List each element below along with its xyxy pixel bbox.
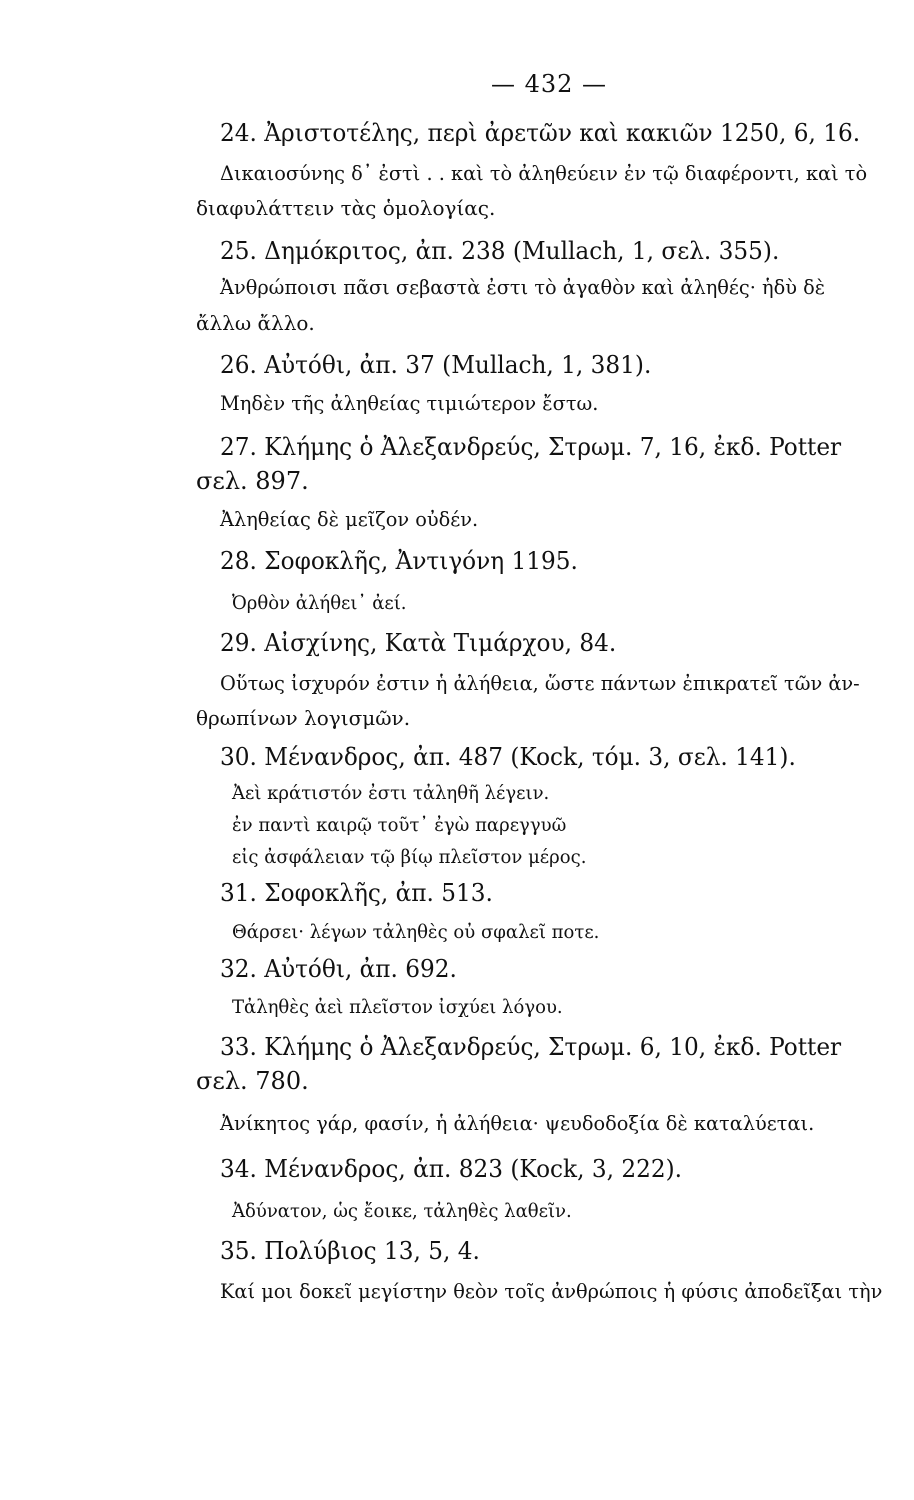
entry-33-heading-cont: σελ. 780.	[196, 1067, 309, 1095]
entry-30-verse-3: εἰς ἀσφάλειαν τῷ βίῳ πλεῖστον μέρος.	[232, 846, 587, 868]
entry-34-quote: Ἀδύνατον, ὡς ἔοικε, τἀληθὲς λαθεῖν.	[232, 1200, 572, 1222]
entry-26-quote: Μηδὲν τῆς ἀληθείας τιμιώτερον ἔστω.	[220, 391, 599, 415]
entry-28-heading: 28. Σοφοκλῆς, Ἀντιγόνη 1195.	[220, 547, 578, 575]
entry-35-quote: Καί μοι δοκεῖ μεγίστην θεὸν τοῖς ἀνθρώποις ἡ φύσις ἀποδεῖξαι τὴν	[220, 1279, 883, 1303]
entry-29-quote-line-2: θρωπίνων λογισμῶν.	[196, 706, 411, 730]
entry-30-verse-1: Ἀεὶ κράτιστόν ἐστι τἀληθῆ λέγειν.	[232, 782, 550, 804]
entry-27-quote: Ἀληθείας δὲ μεῖζον οὐδέν.	[220, 507, 479, 531]
entry-24-heading: 24. Ἀριστοτέλης, περὶ ἀρετῶν καὶ κακιῶν 1250, 6, 16.	[220, 119, 861, 147]
entry-25-heading: 25. Δημόκριτος, ἀπ. 238 (Mullach, 1, σελ. 355).	[220, 237, 780, 265]
page-number: — 432 —	[490, 70, 608, 98]
entry-33-heading: 33. Κλήμης ὁ Ἀλεξανδρεύς, Στρωμ. 6, 10, ἐκδ. Potter	[220, 1033, 842, 1061]
entry-28-quote: Ὀρθὸν ἀλήθει᾽ ἀεί.	[232, 592, 407, 614]
entry-30-heading: 30. Μένανδρος, ἀπ. 487 (Kock, τόμ. 3, σελ. 141).	[220, 743, 796, 771]
entry-31-quote: Θάρσει· λέγων τἀληθὲς οὐ σφαλεῖ ποτε.	[232, 921, 600, 943]
entry-24-quote-line-1: Δικαιοσύνης δ᾽ ἐστὶ . . καὶ τὸ ἀληθεύειν ἐν τῷ διαφέροντι, καὶ τὸ	[220, 161, 868, 185]
entry-32-quote: Τἀληθὲς ἀεὶ πλεῖστον ἰσχύει λόγου.	[232, 996, 563, 1018]
entry-29-heading: 29. Αἰσχίνης, Κατὰ Τιμάρχου, 84.	[220, 629, 617, 657]
entry-30-verse-2: ἐν παντὶ καιρῷ τοῦτ᾽ ἐγὼ παρεγγυῶ	[232, 814, 567, 836]
entry-29-quote-line-1: Οὕτως ἰσχυρόν ἐστιν ἡ ἀλήθεια, ὥστε πάντων ἐπικρατεῖ τῶν ἀν-	[220, 671, 860, 695]
entry-25-quote-line-2: ἄλλω ἄλλο.	[196, 311, 315, 335]
entry-33-quote: Ἀνίκητος γάρ, φασίν, ἡ ἀλήθεια· ψευδοδοξία δὲ καταλύεται.	[220, 1111, 815, 1135]
entry-25-quote-line-1: Ἀνθρώποισι πᾶσι σεβαστὰ ἐστι τὸ ἀγαθὸν καὶ ἀληθές· ἡδὺ δὲ	[220, 275, 826, 299]
entry-35-heading: 35. Πολύβιος 13, 5, 4.	[220, 1237, 480, 1265]
entry-31-heading: 31. Σοφοκλῆς, ἀπ. 513.	[220, 879, 493, 907]
entry-27-heading-cont: σελ. 897.	[196, 467, 309, 495]
entry-24-quote-line-2: διαφυλάττειν τὰς ὁμολογίας.	[196, 196, 496, 220]
entry-27-heading: 27. Κλήμης ὁ Ἀλεξανδρεύς, Στρωμ. 7, 16, ἐκδ. Potter	[220, 433, 842, 461]
entry-32-heading: 32. Αὐτόθι, ἀπ. 692.	[220, 955, 457, 983]
entry-26-heading: 26. Αὐτόθι, ἀπ. 37 (Mullach, 1, 381).	[220, 351, 652, 379]
entry-34-heading: 34. Μένανδρος, ἀπ. 823 (Kock, 3, 222).	[220, 1155, 682, 1183]
